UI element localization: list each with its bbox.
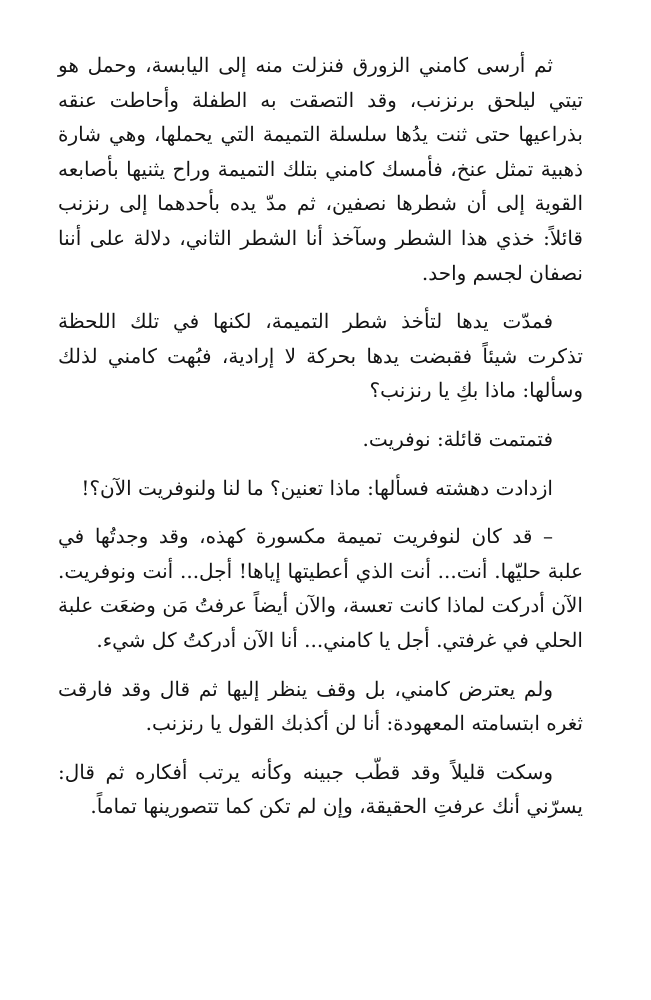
paragraph-3: فتمتمت قائلة: نوفريت. <box>362 426 553 451</box>
paragraph-6: ولم يعترض كامني، بل وقف ينظر إليها ثم قال وقد فارقت ثغره ابتسامته المعهودة: أنا لن أكذبك القول يا رنزنب. <box>58 676 583 736</box>
paragraph-1: ثم أرسى كامني الزورق فنزلت منه إلى اليابسة، وحمل هو تيتي ليلحق برنزنب، وقد التصقت به الطفلة وأحاطت عنقه بذراعيها حتى ثنت يدُها سلسلة التميمة التي يحملها، وهي شارة ذهبية تمثل عنخ، فأمسك كامني بتلك التميمة وراح يثنيها بأصابعه القوية إلى أن شطرها نصفين، ثم مدّ يده بأحدهما إلى رنزنب قائلاً: خذي هذا الشطر وسآخذ أنا الشطر الثاني، دلالة على أننا نصفان لجسم واحد. <box>58 53 583 285</box>
paragraph-7: وسكت قليلاً وقد قطّب جبينه وكأنه يرتب أفكاره ثم قال: يسرّني أنك عرفتِ الحقيقة، وإن لم تكن كما تتصورينها تماماً. <box>58 759 583 819</box>
paragraph-4: ازدادت دهشته فسألها: ماذا تعنين؟ ما لنا ولنوفريت الآن؟! <box>81 475 553 500</box>
paragraph-5: – قد كان لنوفريت تميمة مكسورة كهذه، وقد وجدتُها في علبة حليّها. أنت... أنت الذي أعطيتها إياها! أجل... أنت ونوفريت. الآن أدركت لماذا كانت تعسة، والآن أيضاً عرفتُ مَن وضعَت علبة الحلي في غرفتي. أجل يا كامني... أنا الآن أدركتُ كل شيء. <box>58 524 583 652</box>
paragraph-2: فمدّت يدها لتأخذ شطر التميمة، لكنها في تلك اللحظة تذكرت شيئاً فقبضت يدها بحركة لا إرادية، فبُهت كامني لذلك وسألها: ماذا بكِ يا رنزنب؟ <box>58 309 583 403</box>
